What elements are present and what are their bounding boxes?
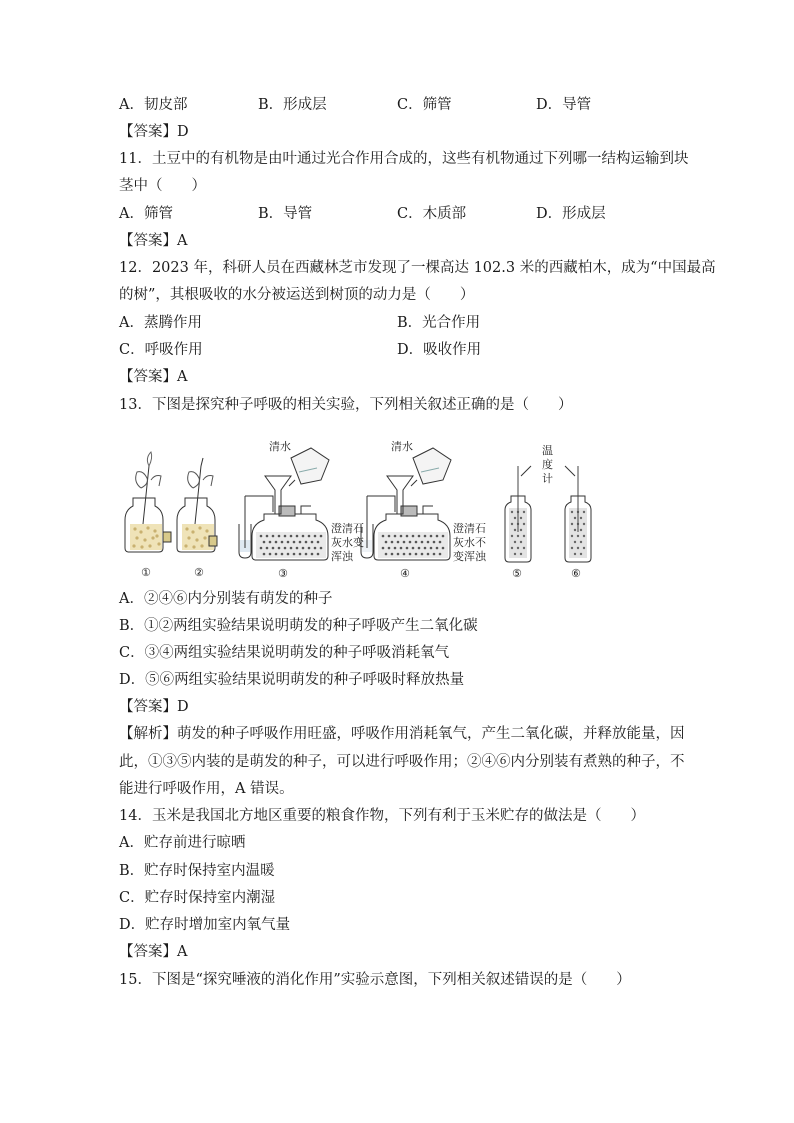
q13-analysis-text1: 萌发的种子呼吸作用旺盛，呼吸作用消耗氧气，产生二氧化碳，并释放能量，因 (177, 726, 685, 742)
q12-option-a: A．蒸腾作用 (119, 315, 202, 331)
label-lime-4-line3: 变浑浊 (453, 550, 486, 563)
q13-analysis-line3: 能进行呼吸作用，A 错误。 (119, 781, 294, 797)
q13-experiment-figure (119, 436, 599, 584)
q11-option-b: B．导管 (258, 206, 313, 222)
q11-option-c: C．木质部 (397, 206, 467, 222)
apparatus-4 (361, 448, 451, 560)
label-num-3: ③ (278, 567, 288, 580)
q13-analysis-line1 (119, 724, 685, 744)
q13-option-c: C．③④两组实验结果说明萌发的种子呼吸消耗氧气 (119, 645, 450, 661)
q14-option-d: D．贮存时增加室内氧气量 (119, 917, 291, 933)
q14-option-c: C．贮存时保持室内潮湿 (119, 890, 276, 906)
label-water-3: 清水 (269, 440, 291, 453)
label-num-2: ② (194, 566, 204, 579)
thermos-5 (505, 466, 531, 562)
q13-stem: 13．下图是探究种子呼吸的相关实验，下列相关叙述正确的是（ ） (119, 397, 573, 413)
q12-option-b: B．光合作用 (397, 315, 481, 331)
label-lime-4-line1: 澄清石 (453, 522, 486, 535)
q14-answer: 【答案】A (119, 944, 188, 960)
label-num-6: ⑥ (571, 567, 581, 580)
q13-option-b: B．①②两组实验结果说明萌发的种子呼吸产生二氧化碳 (119, 618, 478, 634)
q10-option-b: B．形成层 (258, 97, 327, 113)
label-num-1: ① (141, 566, 151, 579)
label-thermometer-3: 计 (542, 472, 553, 485)
q12-answer: 【答案】A (119, 369, 188, 385)
q10-option-a: A．韧皮部 (119, 97, 188, 113)
label-lime-4-line2: 灰水不 (453, 536, 486, 549)
q13-option-d: D．⑤⑥两组实验结果说明萌发的种子呼吸时释放热量 (119, 672, 465, 688)
q10-option-c: C．筛管 (397, 97, 452, 113)
q12-stem-line1: 12．2023 年，科研人员在西藏林芝市发现了一棵高达 102.3 米的西藏柏木，成为“中国最高 (119, 260, 716, 276)
q12-option-c: C．呼吸作用 (119, 342, 203, 358)
label-thermometer-1: 温 (542, 444, 553, 457)
q11-option-a: A．筛管 (119, 206, 173, 222)
q12-option-d: D．吸收作用 (397, 342, 482, 358)
q14-stem: 14．玉米是我国北方地区重要的粮食作物，下列有利于玉米贮存的做法是（ ） (119, 808, 645, 824)
q11-stem-line2: 茎中（ ） (119, 178, 206, 194)
thermos-6 (565, 466, 591, 562)
q13-analysis-line2: 此，①③⑤内装的是萌发的种子，可以进行呼吸作用；②④⑥内分别装有煮熟的种子，不 (119, 754, 685, 770)
q11-answer: 【答案】A (119, 233, 188, 249)
q10-answer: 【答案】D (119, 124, 189, 140)
label-water-4: 清水 (391, 440, 413, 453)
q12-stem-line2: 的树”，其根吸收的水分被运送到树顶的动力是（ ） (119, 287, 475, 303)
jar-1 (125, 452, 163, 552)
q11-stem-line1: 11．土豆中的有机物是由叶通过光合作用合成的，这些有机物通过下列哪一结构运输到块 (119, 151, 689, 167)
label-num-4: ④ (400, 567, 410, 580)
label-lime-3-line1: 澄清石 (331, 522, 364, 535)
q14-option-b: B．贮存时保持室内温暖 (119, 863, 275, 879)
q13-answer: 【答案】D (119, 699, 189, 715)
q13-analysis-label: 【解析】 (119, 726, 177, 742)
apparatus-3 (239, 448, 329, 560)
q14-option-a: A．贮存前进行晾晒 (119, 835, 246, 851)
label-lime-3-line3: 浑浊 (331, 550, 353, 563)
q15-stem: 15．下图是“探究唾液的消化作用”实验示意图，下列相关叙述错误的是（ ） (119, 972, 631, 988)
label-num-5: ⑤ (512, 567, 522, 580)
q13-option-a: A．②④⑥内分别装有萌发的种子 (119, 591, 333, 607)
label-lime-3-line2: 灰水变 (331, 536, 364, 549)
label-thermometer-2: 度 (542, 458, 553, 471)
q10-option-d: D．导管 (536, 97, 592, 113)
q11-option-d: D．形成层 (536, 206, 606, 222)
